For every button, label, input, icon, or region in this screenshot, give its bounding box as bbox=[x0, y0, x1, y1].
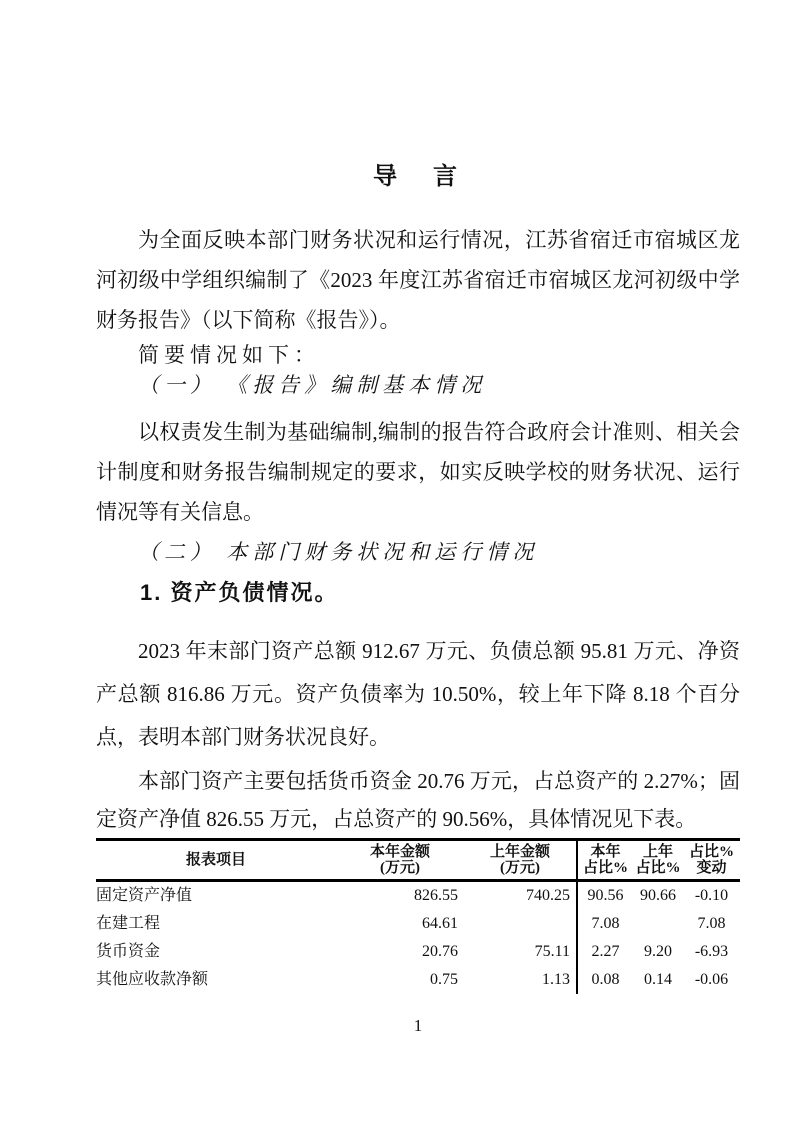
paragraph-report-basis: 以权责发生制为基础编制,编制的报告符合政府会计准则、相关会计制度和财务报告编制规定的要求，如实反映学校的财务状况、运行情况等有关信息。 bbox=[96, 420, 740, 524]
assets-table bbox=[96, 838, 740, 994]
table-row bbox=[96, 966, 740, 994]
cell-current-pct: 90.56 bbox=[577, 881, 633, 911]
header-current-amount-line1: 本年金额 bbox=[369, 844, 430, 860]
section-heading-financial-status: （二） 本部门财务状况和运行情况 bbox=[138, 540, 539, 564]
cell-prior-pct: 9.20 bbox=[644, 943, 672, 960]
paragraph-assets-detail: 本部门资产主要包括货币资金 20.76 万元，占总资产的 2.27%；固定资产净值 826.55 万元，占总资产的 90.56%，具体情况见下表。 bbox=[96, 769, 740, 831]
cell-current-amount: 20.76 bbox=[422, 943, 458, 960]
header-prior-pct bbox=[633, 840, 683, 881]
subsection-heading-assets-liabilities: 1. 资产负债情况。 bbox=[140, 580, 339, 605]
header-current-pct-line2: 占比% bbox=[582, 860, 628, 876]
cell-current-amount: 826.55 bbox=[414, 887, 458, 904]
cell-prior-pct: 90.66 bbox=[640, 887, 676, 904]
cell-prior-amount: 740.25 bbox=[526, 887, 570, 904]
table-row bbox=[96, 938, 740, 966]
cell-current-amount: 64.61 bbox=[422, 915, 458, 932]
assets-table-header bbox=[96, 840, 740, 881]
assets-table-body bbox=[96, 881, 740, 995]
header-pct-change bbox=[683, 840, 740, 881]
cell-prior-amount: 75.11 bbox=[534, 943, 570, 960]
cell-item: 固定资产净值 bbox=[96, 887, 193, 904]
cell-pct-change: -0.06 bbox=[694, 971, 729, 988]
header-current-amount-line2: (万元) bbox=[380, 860, 420, 876]
table-row bbox=[96, 910, 740, 938]
cell-pct-change: -0.10 bbox=[694, 887, 729, 904]
header-current-amount bbox=[336, 840, 464, 881]
paragraph-assets-overview: 2023 年末部门资产总额 912.67 万元、负债总额 95.81 万元、净资产总额 816.86 万元。资产负债率为 10.50%，较上年下降 8.18 个百分点，表明本部门财务状况良好。 bbox=[96, 639, 740, 749]
page-title: 导 言 bbox=[373, 164, 463, 190]
header-prior-amount-line2: (万元) bbox=[500, 860, 540, 876]
header-prior-amount bbox=[464, 840, 577, 881]
header-item-label: 报表项目 bbox=[185, 852, 246, 868]
cell-prior-amount bbox=[464, 910, 577, 938]
table-header-row bbox=[96, 840, 740, 881]
cell-item: 货币资金 bbox=[96, 943, 161, 960]
cell-pct-change: 7.08 bbox=[697, 915, 726, 932]
cell-item: 其他应收款净额 bbox=[96, 971, 209, 988]
cell-current-pct: 2.27 bbox=[577, 938, 633, 966]
cell-current-pct: 0.08 bbox=[577, 966, 633, 994]
section-heading-report-basics: （一） 《报告》编制基本情况 bbox=[138, 373, 487, 397]
header-current-pct-line1: 本年 bbox=[590, 844, 621, 860]
header-current-pct bbox=[577, 840, 633, 881]
page-number: 1 bbox=[413, 1016, 423, 1035]
cell-pct-change: -6.93 bbox=[694, 943, 729, 960]
header-prior-amount-line1: 上年金额 bbox=[489, 844, 550, 860]
header-item bbox=[96, 840, 336, 881]
cell-prior-pct: 0.14 bbox=[644, 971, 672, 988]
paragraph-brief-intro: 简要情况如下： bbox=[138, 343, 320, 367]
cell-item: 在建工程 bbox=[96, 915, 161, 932]
cell-prior-pct bbox=[633, 910, 683, 938]
paragraph-intro: 为全面反映本部门财务状况和运行情况，江苏省宿迁市宿城区龙河初级中学组织编制了《2023 年度江苏省宿迁市宿城区龙河初级中学财务报告》（以下简称《报告》）。 bbox=[96, 228, 740, 332]
cell-current-pct: 7.08 bbox=[577, 910, 633, 938]
document-content bbox=[96, 0, 740, 1036]
cell-prior-amount: 1.13 bbox=[542, 971, 570, 988]
header-pct-change-line1: 占比% bbox=[688, 844, 734, 860]
header-prior-pct-line2: 占比% bbox=[635, 860, 681, 876]
cell-current-amount: 0.75 bbox=[430, 971, 458, 988]
header-pct-change-line2: 变动 bbox=[696, 860, 727, 876]
header-prior-pct-line1: 上年 bbox=[642, 844, 673, 860]
table-row bbox=[96, 881, 740, 911]
